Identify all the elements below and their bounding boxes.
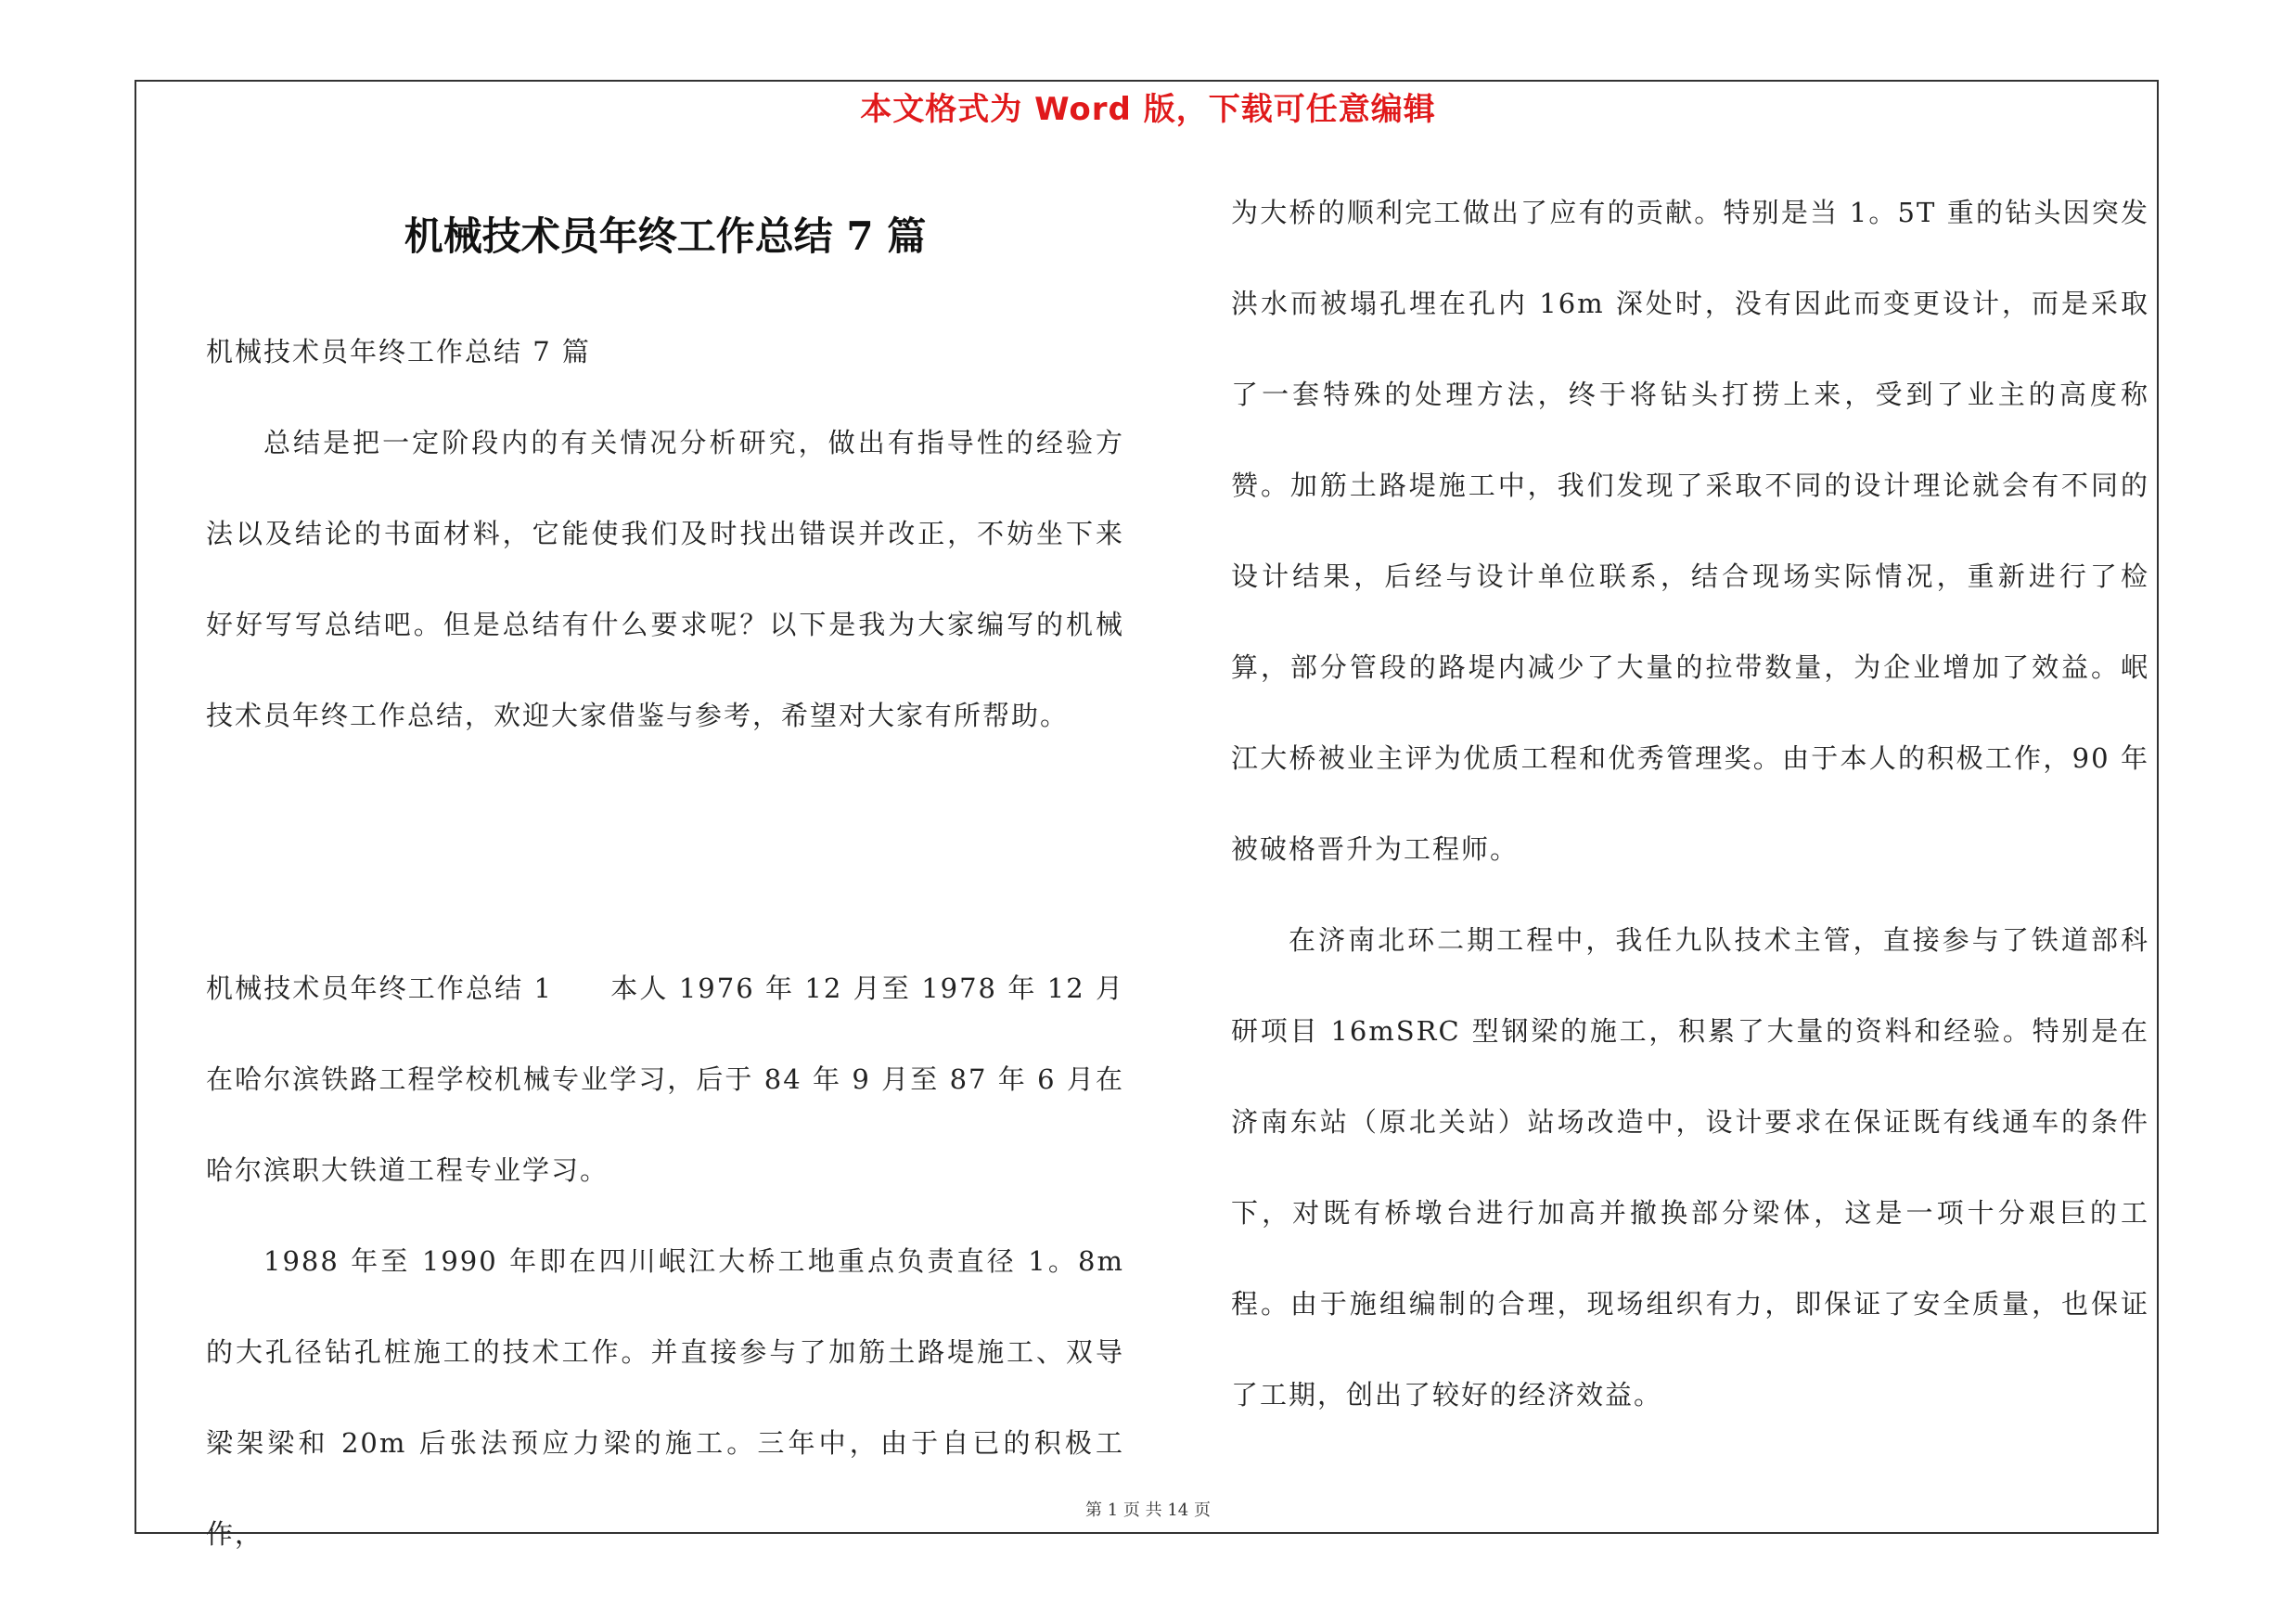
document-title: 机械技术员年终工作总结 7 篇 bbox=[404, 213, 927, 259]
section1-paragraph-2: 1988 年至 1990 年即在四川岷江大桥工地重点负责直径 1。8m 的大孔径钻孔桩施工的技术工作。并直接参与了加筋土路堤施工、双导梁架梁和 20m 后张法预应力梁的施工。三年中，由于自已的积极工作， bbox=[206, 1245, 1124, 1550]
section1-paragraph: 机械技术员年终工作总结 1 本人 1976 年 12 月至 1978 年 12 月在哈尔滨铁路工程学校机械专业学习，后于 84 年 9 月至 87 年 6 月在哈尔滨职大铁道工程专业学习。 bbox=[206, 973, 1124, 1186]
document-subtitle: 机械技术员年终工作总结 7 篇 bbox=[206, 336, 591, 367]
page-number-footer: 第 1 页 共 14 页 bbox=[1085, 1501, 1211, 1520]
intro-paragraph: 总结是把一定阶段内的有关情况分析研究，做出有指导性的经验方法以及结论的书面材料，它能使我们及时找出错误并改正，不妨坐下来好好写写总结吧。但是总结有什么要求呢？以下是我为大家编写的机械技术员年终工作总结，欢迎大家借鉴与参考，希望对大家有所帮助。 bbox=[206, 427, 1124, 731]
format-banner: 本文格式为 Word 版，下载可任意编辑 bbox=[860, 91, 1436, 128]
right-column-paragraph-2: 在济南北环二期工程中，我任九队技术主管，直接参与了铁道部科研项目 16mSRC 型钢梁的施工，积累了大量的资料和经验。特别是在济南东站（原北关站）站场改造中，设计要求在保证既有线通车的条件下，对既有桥墩台进行加高并撤换部分梁体，这是一项十分艰巨的工程。由于施组编制的合理，现场组织有力，即保证了安全质量，也保证了工期，创出了较好的经济效益。 bbox=[1231, 924, 2149, 1410]
right-column-paragraph-1: 为大桥的顺利完工做出了应有的贡献。特别是当 1。5T 重的钻头因突发洪水而被塌孔埋在孔内 16m 深处时，没有因此而变更设计，而是采取了一套特殊的处理方法，终于将钻头打捞上来，受到了业主的高度称赞。加筋土路堤施工中，我们发现了采取不同的设计理论就会有不同的设计结果，后经与设计单位联系，结合现场实际情况，重新进行了检算，部分管段的路堤内减少了大量的拉带数量，为企业增加了效益。岷江大桥被业主评为优质工程和优秀管理奖。由于本人的积极工作，90 年被破格晋升为工程师。 bbox=[1231, 197, 2149, 865]
